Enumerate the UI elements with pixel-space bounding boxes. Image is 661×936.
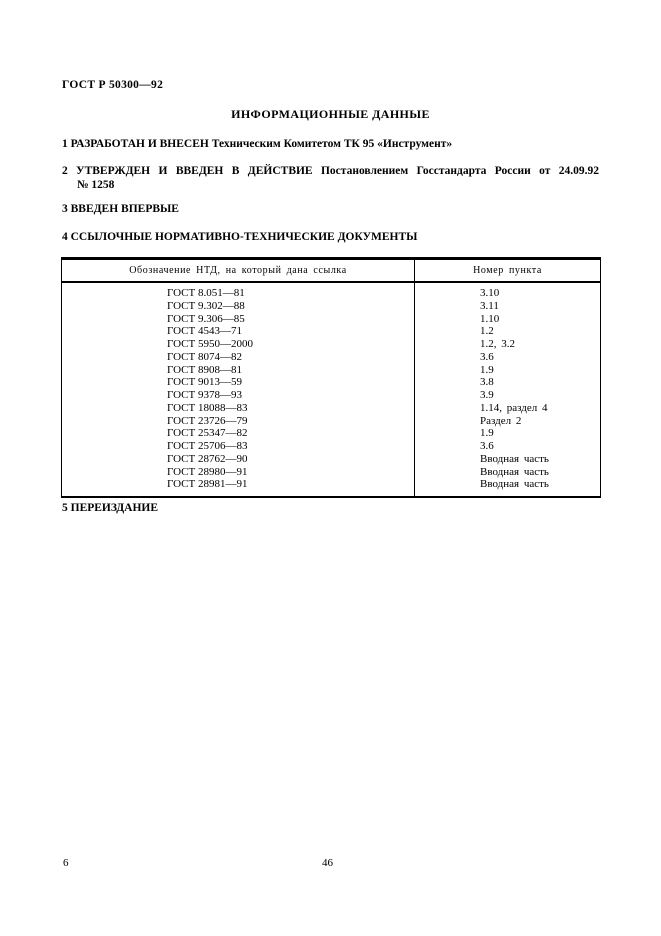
- ntd-designation-cell: ГОСТ 4543—71: [62, 325, 415, 338]
- document-code: ГОСТ Р 50300—92: [62, 79, 164, 91]
- table-row: [62, 351, 601, 364]
- point-number-cell: Вводная часть: [415, 466, 601, 479]
- section-2-line-2: № 1258: [77, 179, 115, 191]
- point-number-cell: Вводная часть: [415, 453, 601, 466]
- point-number-cell: 1.14, раздел 4: [415, 402, 601, 415]
- table-row: [62, 338, 601, 351]
- ntd-designation-cell: ГОСТ 9.302—88: [62, 300, 415, 313]
- ntd-designation-cell: ГОСТ 8908—81: [62, 364, 415, 377]
- ntd-designation-cell: ГОСТ 5950—2000: [62, 338, 415, 351]
- table-row: [62, 313, 601, 326]
- section-3-introduced: 3 ВВЕДЕН ВПЕРВЫЕ: [62, 203, 179, 215]
- point-number-cell: 3.11: [415, 300, 601, 313]
- table-row: [62, 478, 601, 497]
- ntd-designation-cell: ГОСТ 18088—83: [62, 402, 415, 415]
- ntd-designation-cell: ГОСТ 28762—90: [62, 453, 415, 466]
- ntd-designation-cell: ГОСТ 25347—82: [62, 427, 415, 440]
- references-table: [61, 257, 601, 498]
- table-row: [62, 415, 601, 428]
- ntd-designation-cell: ГОСТ 9378—93: [62, 389, 415, 402]
- table-row: [62, 402, 601, 415]
- point-number-cell: 3.6: [415, 440, 601, 453]
- table-row: [62, 389, 601, 402]
- ntd-designation-cell: ГОСТ 28981—91: [62, 478, 415, 497]
- point-number-cell: Вводная часть: [415, 478, 601, 497]
- ntd-designation-cell: ГОСТ 8.051—81: [62, 282, 415, 300]
- point-number-cell: 1.2, 3.2: [415, 338, 601, 351]
- ntd-designation-cell: ГОСТ 9.306—85: [62, 313, 415, 326]
- table-row: [62, 325, 601, 338]
- table-header-row: [62, 259, 601, 283]
- ntd-designation-cell: ГОСТ 25706—83: [62, 440, 415, 453]
- section-1-developed: 1 РАЗРАБОТАН И ВНЕСЕН Техническим Комитетом ТК 95 «Инструмент»: [62, 138, 453, 150]
- section-5-reissue: 5 ПЕРЕИЗДАНИЕ: [62, 502, 159, 514]
- page-number-center: 46: [322, 857, 333, 869]
- ntd-designation-cell: ГОСТ 23726—79: [62, 415, 415, 428]
- table-row: [62, 300, 601, 313]
- point-number-cell: 1.9: [415, 427, 601, 440]
- point-number-cell: Раздел 2: [415, 415, 601, 428]
- section-2-approved: [62, 164, 599, 192]
- table-row: [62, 364, 601, 377]
- column-header-ntd-designation: Обозначение НТД, на который дана ссылка: [62, 259, 415, 283]
- ntd-designation-cell: ГОСТ 28980—91: [62, 466, 415, 479]
- page-number-left: 6: [63, 857, 69, 869]
- ntd-designation-cell: ГОСТ 9013—59: [62, 376, 415, 389]
- table-row: [62, 427, 601, 440]
- table-row: [62, 466, 601, 479]
- ntd-designation-cell: ГОСТ 8074—82: [62, 351, 415, 364]
- table-row: [62, 376, 601, 389]
- section-2-line-1: 2 УТВЕРЖДЕН И ВВЕДЕН В ДЕЙСТВИЕ Постановлением Госстандарта России от 24.09.92: [62, 165, 599, 177]
- column-header-point-number: Номер пункта: [415, 259, 601, 283]
- point-number-cell: 3.10: [415, 282, 601, 300]
- references-table-head: [62, 259, 601, 283]
- point-number-cell: 3.9: [415, 389, 601, 402]
- point-number-cell: 1.2: [415, 325, 601, 338]
- table-row: [62, 282, 601, 300]
- references-table-body: [62, 282, 601, 497]
- point-number-cell: 3.8: [415, 376, 601, 389]
- point-number-cell: 1.9: [415, 364, 601, 377]
- table-row: [62, 440, 601, 453]
- page-title: ИНФОРМАЦИОННЫЕ ДАННЫЕ: [231, 107, 430, 121]
- point-number-cell: 3.6: [415, 351, 601, 364]
- section-4-references-heading: 4 ССЫЛОЧНЫЕ НОРМАТИВНО-ТЕХНИЧЕСКИЕ ДОКУМЕНТЫ: [62, 231, 418, 243]
- point-number-cell: 1.10: [415, 313, 601, 326]
- table-row: [62, 453, 601, 466]
